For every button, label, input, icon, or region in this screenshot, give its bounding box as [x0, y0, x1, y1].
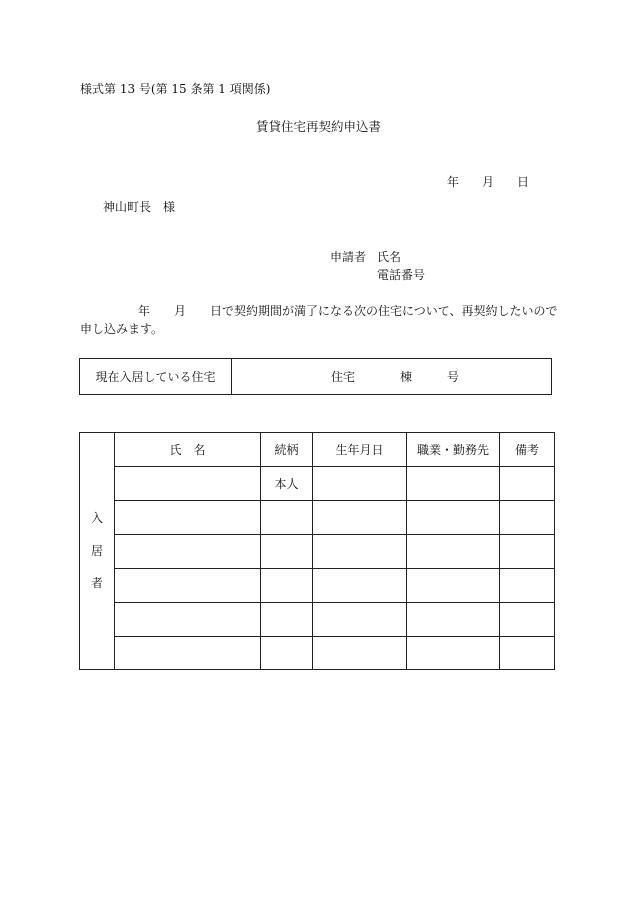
row-divider — [114, 466, 554, 467]
date-day: 日 — [517, 175, 530, 189]
applicant-phone-label: 電話番号 — [377, 268, 426, 282]
row-divider — [114, 500, 554, 501]
col-divider — [260, 433, 261, 669]
header-birthdate: 生年月日 — [335, 443, 384, 457]
residence-building: 棟 — [400, 370, 413, 384]
residents-table — [79, 432, 555, 670]
residents-side-label: 者 — [90, 576, 103, 590]
row-divider — [114, 568, 554, 569]
applicant-name-label: 氏名 — [377, 250, 402, 264]
residence-number: 号 — [447, 370, 460, 384]
applicant-label: 申請者 — [330, 250, 367, 264]
body-line2: 申し込みます。 — [80, 322, 164, 336]
header-occupation: 職業・勤務先 — [416, 443, 489, 457]
col-divider — [499, 433, 500, 669]
col-divider — [312, 433, 313, 669]
current-residence-label: 現在入居している住宅 — [95, 370, 216, 384]
current-residence-table — [79, 358, 552, 395]
header-name: 氏 名 — [169, 443, 206, 457]
addressee: 神山町長 様 — [103, 200, 176, 214]
body-year: 年 — [138, 304, 151, 318]
header-relation: 続柄 — [274, 443, 299, 457]
body-line1: 日で契約期間が満了になる次の住宅について、再契約したいので — [210, 304, 558, 318]
row-divider — [114, 602, 554, 603]
col-divider — [406, 433, 407, 669]
document-title: 賃貸住宅再契約申込書 — [256, 119, 382, 134]
residents-side-label: 居 — [90, 544, 103, 558]
row-divider — [114, 636, 554, 637]
col-divider — [114, 433, 115, 669]
form-number: 様式第 13 号(第 15 条第 1 項関係) — [80, 82, 271, 96]
body-month: 月 — [174, 304, 187, 318]
header-remarks: 備考 — [514, 443, 539, 457]
relation-self: 本人 — [274, 477, 299, 491]
date-year: 年 — [447, 175, 460, 189]
residence-housing: 住宅 — [331, 370, 356, 384]
residence-divider — [231, 359, 232, 394]
residents-side-label: 入 — [90, 511, 103, 525]
row-divider — [114, 534, 554, 535]
date-month: 月 — [482, 175, 495, 189]
